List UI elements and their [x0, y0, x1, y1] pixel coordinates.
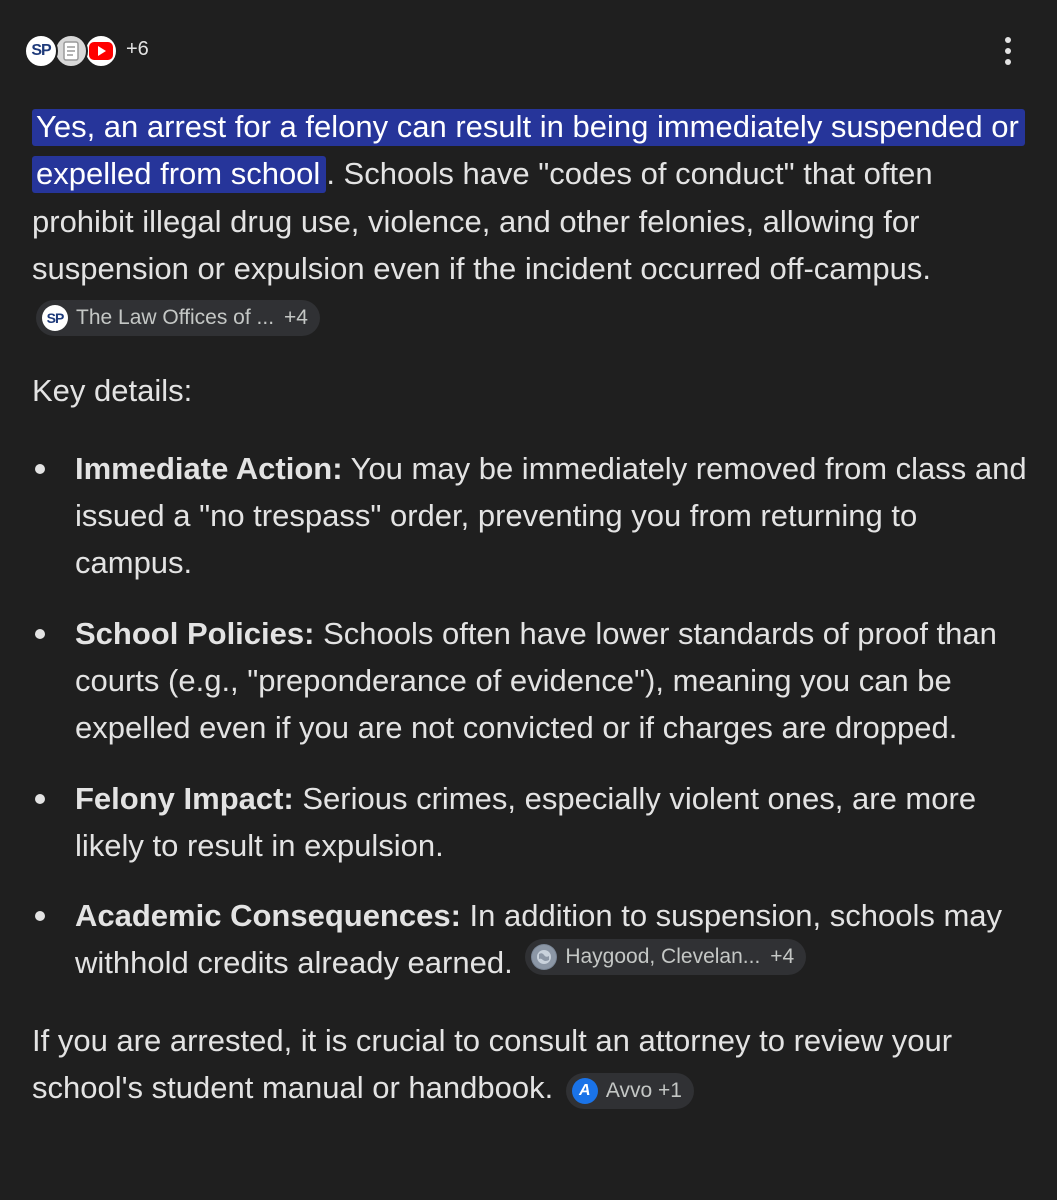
citation-chip-law-offices[interactable] [36, 300, 320, 336]
key-details-heading: Key details: [32, 373, 193, 409]
sp-logo-text: SP [31, 42, 51, 59]
intro-paragraph [32, 103, 1032, 339]
list-item [32, 892, 1032, 987]
bullet-title: Academic Consequences: [75, 898, 461, 934]
ai-overview-content [32, 103, 1032, 1111]
closing-paragraph [32, 1017, 1032, 1112]
sp-law-logo-icon [24, 34, 58, 68]
citation-label: The Law Offices of ... [76, 306, 275, 330]
key-details-list [32, 445, 1032, 987]
bullet-title: School Policies: [75, 615, 315, 651]
citation-count: +4 [284, 306, 308, 330]
ai-overview-header [24, 28, 1034, 76]
bullet-title: Felony Impact: [75, 780, 294, 816]
highlighted-answer: Yes, an arrest for a felony can result in being immediately suspended or expelled from school [32, 109, 1025, 193]
list-item [32, 775, 1032, 870]
more-vert-icon[interactable] [996, 36, 1020, 68]
bullet-title: Immediate Action: [75, 450, 343, 486]
intro-text: . Schools have "codes of conduct" that often prohibit illegal drug use, violence, and other felonies, allowing for suspension or expulsion even if the incident occurred off-campus. [32, 156, 933, 286]
bullet-text: Schools often have lower standards of proof than courts (e.g., "preponderance of evidence"), meaning you can be expelled even if you are not convicted or if charges are dropped. [75, 615, 997, 746]
bullet-text: Serious crimes, especially violent ones, are more likely to result in expulsion. [75, 780, 977, 863]
sp-law-logo-icon: SP [42, 305, 68, 331]
citation-chip-avvo[interactable] [566, 1073, 694, 1109]
citation-count: +4 [770, 945, 795, 969]
bullet-text: In addition to suspension, schools may withhold credits already earned. [75, 898, 1003, 981]
more-sources-count[interactable]: +6 [126, 38, 149, 60]
bullet-text: You may be immediately removed from class and issued a "no trespass" order, preventing you from returning to campus. [75, 450, 1027, 581]
source-icons-stack[interactable] [24, 34, 124, 70]
citation-chip-haygood[interactable] [525, 939, 806, 975]
list-item [32, 610, 1032, 752]
avvo-logo-icon: A [572, 1078, 598, 1104]
document-icon [54, 34, 88, 68]
youtube-icon [84, 34, 118, 68]
closing-text: If you are arrested, it is crucial to consult an attorney to review your school's student manual or handbook. [32, 1022, 953, 1106]
list-item [32, 445, 1032, 587]
globe-icon [531, 944, 557, 970]
citation-label: Avvo +1 [605, 1079, 682, 1103]
citation-label: Haygood, Clevelan... [565, 945, 761, 969]
